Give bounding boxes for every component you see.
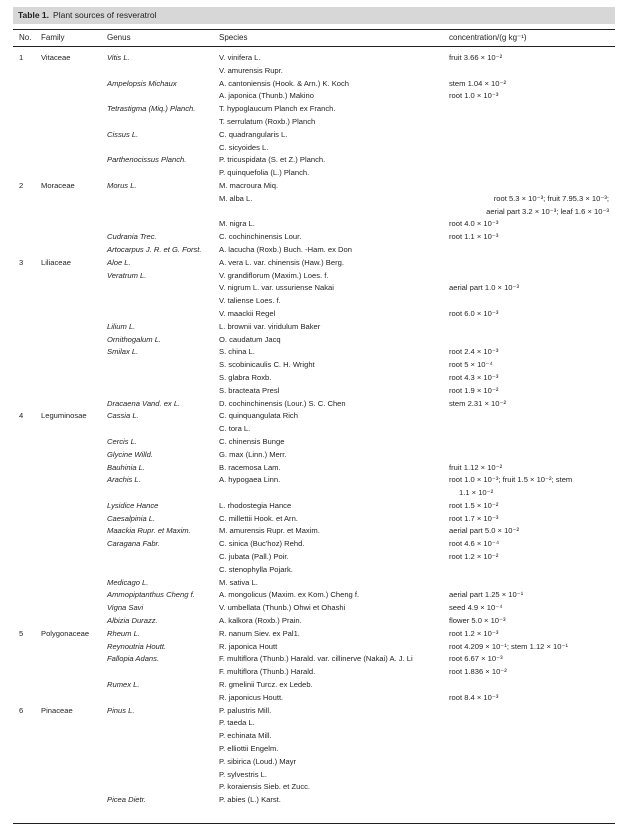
cell-genus: Medicago L. <box>107 577 149 587</box>
cell-family: Liliaceae <box>41 257 71 267</box>
table-row <box>0 743 626 756</box>
cell-genus: Glycine Willd. <box>107 449 153 459</box>
table-row <box>0 756 626 769</box>
table-row <box>0 346 626 359</box>
table-row <box>0 513 626 526</box>
cell-species: P. elliottii Engelm. <box>219 744 279 754</box>
cell-genus: Cassia L. <box>107 411 139 421</box>
table-row <box>0 65 626 78</box>
cell-species: V. taliense Loes. f. <box>219 296 281 306</box>
cell-species: P. koraiensis Sieb. et Zucc. <box>219 782 311 792</box>
cell-genus: Veratrum L. <box>107 270 147 280</box>
cell-species: R. japonica Houtt <box>219 641 278 651</box>
cell-species: A. kalkora (Roxb.) Prain. <box>219 616 302 626</box>
table-row <box>0 359 626 372</box>
cell-family: Moraceae <box>41 180 75 190</box>
cell-species: A. hypogaea Linn. <box>219 475 281 485</box>
cell-genus: Parthenocissus Planch. <box>107 155 187 165</box>
cell-species: L. brownii var. viridulum Baker <box>219 321 321 331</box>
table-row <box>0 244 626 257</box>
cell-concentration: root 4.3 × 10⁻³ <box>449 372 499 382</box>
table-row <box>0 129 626 142</box>
table-row <box>0 525 626 538</box>
cell-family: Leguminosae <box>41 411 87 421</box>
cell-no: 1 <box>19 53 24 62</box>
cell-genus: Cercis L. <box>107 436 137 446</box>
table-row <box>0 769 626 782</box>
cell-species: A. vera L. var. chinensis (Haw.) Berg. <box>219 257 344 267</box>
header-concentration: concentration/(g kg⁻¹) <box>449 33 527 42</box>
table-caption-label: Table 1. <box>18 10 50 20</box>
table-bottom-rule <box>13 823 615 824</box>
cell-species: G. max (Linn.) Merr. <box>219 449 287 459</box>
cell-species: C. tora L. <box>219 424 251 434</box>
cell-species: F. multiflora (Thunb.) Harald. <box>219 667 316 677</box>
cell-genus: Cudrania Trec. <box>107 232 157 242</box>
cell-concentration: aerial part 3.2 × 10⁻³; leaf 1.6 × 10⁻³ <box>486 206 609 216</box>
cell-genus: Vigna Savi <box>107 603 144 613</box>
cell-concentration: stem 1.04 × 10⁻² <box>449 78 506 88</box>
cell-genus: Tetrastigma (Miq.) Planch. <box>107 104 196 114</box>
header-species: Species <box>219 33 248 42</box>
cell-concentration: fruit 3.66 × 10⁻² <box>449 53 503 62</box>
cell-concentration: root 8.4 × 10⁻³ <box>449 692 499 702</box>
cell-species: V. umbellata (Thunb.) Ohwi et Ohashi <box>219 603 346 613</box>
cell-species: C. sinica (Buc'hoz) Rehd. <box>219 539 305 549</box>
table-row <box>0 52 626 65</box>
table-row <box>0 321 626 334</box>
header-family: Family <box>41 33 65 42</box>
cell-concentration: root 5 × 10⁻⁴ <box>449 360 493 370</box>
cell-species: V. amurensis Rupr. <box>219 65 283 75</box>
cell-species: S. china L. <box>219 347 255 357</box>
cell-species: R. gmelinii Turcz. ex Ledeb. <box>219 680 313 690</box>
cell-genus: Morus L. <box>107 180 137 190</box>
cell-concentration: root 4.209 × 10⁻¹; stem 1.12 × 10⁻¹ <box>449 641 569 651</box>
table-row <box>0 500 626 513</box>
table-row <box>0 679 626 692</box>
cell-species: S. bracteata Presl <box>219 385 280 395</box>
table-row <box>0 218 626 231</box>
cell-concentration: flower 5.0 × 10⁻³ <box>449 616 506 626</box>
table-row <box>0 538 626 551</box>
cell-species: V. grandiflorum (Maxim.) Loes. f. <box>219 270 329 280</box>
table-row <box>0 705 626 718</box>
cell-concentration: root 1.2 × 10⁻³ <box>449 628 499 638</box>
table-row <box>0 193 626 206</box>
cell-genus: Artocarpus J. R. et G. Forst. <box>107 244 202 254</box>
table-row <box>0 436 626 449</box>
cell-no: 6 <box>19 705 24 715</box>
cell-family: Polygonaceae <box>41 628 90 638</box>
table-row <box>0 270 626 283</box>
cell-concentration: aerial part 1.0 × 10⁻³ <box>449 283 520 293</box>
cell-species: S. scobinicaulis C. H. Wright <box>219 360 315 370</box>
cell-genus: Maackia Rupr. et Maxim. <box>107 526 191 536</box>
cell-genus: Smilax L. <box>107 347 139 357</box>
table-row <box>0 372 626 385</box>
table-row <box>0 257 626 270</box>
table-row <box>0 487 626 500</box>
table-row <box>0 180 626 193</box>
cell-concentration: fruit 1.12 × 10⁻² <box>449 462 503 472</box>
table-row <box>0 282 626 295</box>
table-row <box>0 641 626 654</box>
cell-species: M. sativa L. <box>219 577 258 587</box>
cell-species: M. amurensis Rupr. et Maxim. <box>219 526 320 536</box>
cell-genus: Dracaena Vand. ex L. <box>107 398 181 408</box>
cell-concentration: root 4.6 × 10⁻⁴ <box>449 539 500 549</box>
cell-species: R. nanum Siev. ex Pal1. <box>219 628 300 638</box>
table-row <box>0 142 626 155</box>
cell-species: F. multiflora (Thunb.) Harald. var. cillinerve (Nakai) A. J. Li <box>219 654 413 664</box>
cell-concentration: root 1.2 × 10⁻² <box>449 552 499 562</box>
cell-species: C. stenophylla Pojark. <box>219 564 293 574</box>
cell-concentration: 1.1 × 10⁻² <box>459 488 494 498</box>
table-row <box>0 717 626 730</box>
cell-species: P. sibirica (Loud.) Mayr <box>219 756 297 766</box>
cell-species: M. macroura Miq. <box>219 180 279 190</box>
cell-species: V. nigrum L. var. ussuriense Nakai <box>219 283 334 293</box>
cell-genus: Aloe L. <box>107 257 131 267</box>
cell-concentration: root 1.9 × 10⁻² <box>449 385 499 395</box>
cell-species: V. maackii Regel <box>219 308 276 318</box>
cell-concentration: root 1.0 × 10⁻³ <box>449 91 499 101</box>
table-row <box>0 103 626 116</box>
table-row <box>0 78 626 91</box>
cell-concentration: stem 2.31 × 10⁻² <box>449 398 506 408</box>
table-row <box>0 781 626 794</box>
cell-genus: Lilium L. <box>107 321 136 331</box>
cell-concentration: aerial part 5.0 × 10⁻² <box>449 526 520 536</box>
cell-genus: Reynoutria Houtt. <box>107 641 167 651</box>
cell-concentration: root 1.5 × 10⁻² <box>449 500 499 510</box>
table-row <box>0 551 626 564</box>
cell-no: 2 <box>19 180 24 190</box>
table-row <box>0 577 626 590</box>
cell-concentration: root 6.67 × 10⁻³ <box>449 654 503 664</box>
cell-concentration: root 1.7 × 10⁻³ <box>449 513 499 523</box>
table-row <box>0 90 626 103</box>
cell-species: M. alba L. <box>219 193 253 203</box>
cell-concentration: aerial part 1.25 × 10⁻¹ <box>449 590 524 600</box>
cell-species: C. quadrangularis L. <box>219 129 288 139</box>
cell-concentration: root 1.0 × 10⁻³; fruit 1.5 × 10⁻²; stem <box>449 475 573 485</box>
cell-genus: Fallopia Adans. <box>107 654 160 664</box>
table-row <box>0 206 626 219</box>
table-row <box>0 564 626 577</box>
cell-concentration: root 5.3 × 10⁻³; fruit 7.95.3 × 10⁻³; <box>493 193 609 203</box>
cell-species: A. cantoniensis (Hook. & Arn.) K. Koch <box>219 78 349 88</box>
table-row <box>0 794 626 807</box>
table-caption-title: Plant sources of resveratrol <box>53 10 157 20</box>
cell-species: A. mongolicus (Maxim. ex Kom.) Cheng f. <box>219 590 360 600</box>
cell-species: A. lacucha (Roxb.) Buch. -Ham. ex Don <box>219 244 352 254</box>
cell-genus: Caesalpinia L. <box>107 513 156 523</box>
cell-genus: Picea Dietr. <box>107 795 146 805</box>
cell-no: 5 <box>19 628 24 638</box>
cell-concentration: root 4.0 × 10⁻³ <box>449 219 499 229</box>
cell-species: P. sylvestris L. <box>219 769 267 779</box>
cell-species: V. vinifera L. <box>219 53 261 62</box>
header-bottom-rule <box>13 46 615 47</box>
cell-genus: Ampelopsis Michaux <box>107 78 177 88</box>
cell-species: P. palustris Mill. <box>219 705 272 715</box>
cell-species: C. jubata (Pall.) Poir. <box>219 552 289 562</box>
cell-species: P. echinata Mill. <box>219 731 272 741</box>
cell-species: C. sicyoides L. <box>219 142 269 152</box>
table-row <box>0 474 626 487</box>
cell-genus: Rheum L. <box>107 628 140 638</box>
cell-species: C. millettii Hook. et Arn. <box>219 513 298 523</box>
cell-concentration: root 1.836 × 10⁻² <box>449 667 507 677</box>
table-row <box>0 462 626 475</box>
cell-genus: Ornithogalum L. <box>107 334 162 344</box>
cell-genus: Bauhinia L. <box>107 462 145 472</box>
cell-species: S. glabra Roxb. <box>219 372 272 382</box>
table-row <box>0 423 626 436</box>
table-row <box>0 295 626 308</box>
cell-species: D. cochinchinensis (Lour.) S. C. Chen <box>219 398 346 408</box>
cell-genus: Pinus L. <box>107 705 135 715</box>
header-no: No. <box>19 33 32 42</box>
table-row <box>0 308 626 321</box>
table-row <box>0 398 626 411</box>
cell-genus: Caragana Fabr. <box>107 539 160 549</box>
cell-no: 3 <box>19 257 24 267</box>
cell-concentration: root 6.0 × 10⁻³ <box>449 308 499 318</box>
table-row <box>0 692 626 705</box>
cell-species: R. japonicus Houtt. <box>219 692 284 702</box>
cell-species: O. caudatum Jacq <box>219 334 281 344</box>
cell-species: P. taeda L. <box>219 718 255 728</box>
cell-species: P. quinquefolia (L.) Planch. <box>219 168 310 178</box>
table-row <box>0 449 626 462</box>
cell-species: M. nigra L. <box>219 219 255 229</box>
table-row <box>0 602 626 615</box>
cell-species: P. tricuspidata (S. et Z.) Planch. <box>219 155 326 165</box>
cell-genus: Rumex L. <box>107 680 140 690</box>
table-row <box>0 589 626 602</box>
table-caption <box>13 7 615 24</box>
table-row <box>0 730 626 743</box>
cell-species: P. abies (L.) Karst. <box>219 795 281 805</box>
cell-genus: Ammopiptanthus Cheng f. <box>107 590 195 600</box>
cell-genus: Cissus L. <box>107 129 139 139</box>
table-row <box>0 167 626 180</box>
cell-genus: Lysidice Hance <box>107 500 159 510</box>
cell-species: C. quinquangulata Rich <box>219 411 298 421</box>
cell-species: A. japonica (Thunb.) Makino <box>219 91 314 101</box>
cell-no: 4 <box>19 411 24 421</box>
table-row <box>0 334 626 347</box>
header-genus: Genus <box>107 33 131 42</box>
table-row <box>0 116 626 129</box>
cell-species: T. serrulatum (Roxb.) Planch <box>219 116 316 126</box>
cell-concentration: root 2.4 × 10⁻³ <box>449 347 499 357</box>
table-body <box>0 52 626 807</box>
table-row <box>0 154 626 167</box>
cell-genus: Vitis L. <box>107 53 130 62</box>
cell-genus: Arachis L. <box>107 475 141 485</box>
table-row <box>0 628 626 641</box>
table-row <box>0 385 626 398</box>
cell-family: Vitaceae <box>41 53 71 62</box>
cell-species: L. rhodostegia Hance <box>219 500 292 510</box>
cell-concentration: root 1.1 × 10⁻³ <box>449 232 499 242</box>
header-top-rule <box>13 29 615 30</box>
table-row <box>0 410 626 423</box>
table-row <box>0 615 626 628</box>
cell-species: C. chinensis Bunge <box>219 436 285 446</box>
table-row <box>0 666 626 679</box>
cell-genus: Albizia Durazz. <box>107 616 158 626</box>
cell-family: Pinaceae <box>41 705 73 715</box>
cell-species: C. cochinchinensis Lour. <box>219 232 302 242</box>
cell-species: T. hypoglaucum Planch ex Franch. <box>219 104 336 114</box>
table-row <box>0 653 626 666</box>
cell-species: B. racemosa Lam. <box>219 462 281 472</box>
table-row <box>0 231 626 244</box>
cell-concentration: seed 4.9 × 10⁻⁴ <box>449 603 503 613</box>
